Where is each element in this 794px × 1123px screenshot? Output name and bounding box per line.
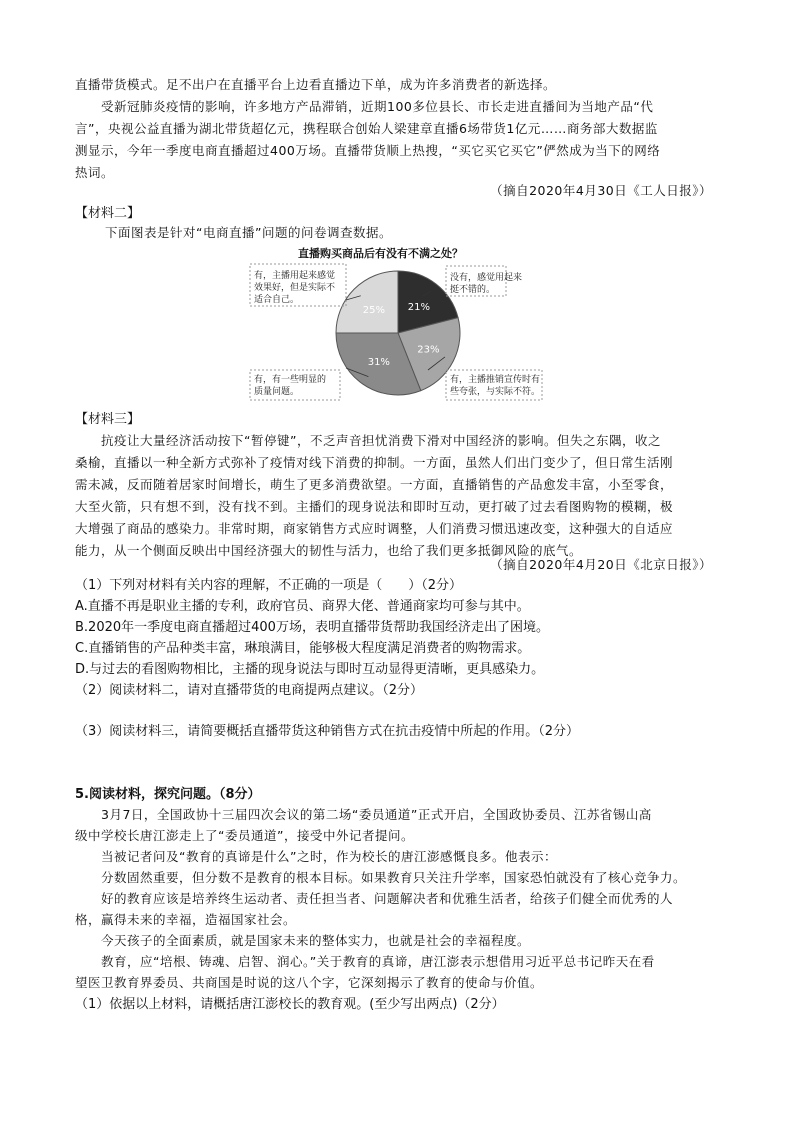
material1-para2-line1: 受新冠肺炎疫情的影响，许多地方产品滞销，近期100多位县长、市长走进直播间为当地产品“代 <box>101 99 654 114</box>
section5-question-1: （1）依据以上材料，请概括唐江澎校长的教育观。(至少写出两点)（2分） <box>75 997 505 1012</box>
material2-intro: 下面图表是针对“电商直播”问题的问卷调查数据。 <box>105 225 392 240</box>
section5-p1-line2: 级中学校长唐江澎走上了“委员通道”，接受中外记者提问。 <box>75 828 414 843</box>
option-c: C.直播销售的产品种类丰富，琳琅满目，能够极大程度满足消费者的购物需求。 <box>75 641 531 656</box>
pie-category-label: 有，主播推销宣传时有 <box>450 375 541 385</box>
chart-title: 直播购买商品后有没有不满之处？ <box>298 247 463 260</box>
material1-citation: （摘自2020年4月30日《工人日报》） <box>490 183 712 198</box>
pie-slice-value: 21% <box>407 302 431 314</box>
pie-category-label: 效果好，但是实际不 <box>254 283 336 293</box>
pie-slice-value: 23% <box>417 344 440 356</box>
material3-line6: 能力，从一个侧面反映出中国经济强大的韧性与活力，也给了我们更多抵御风险的底气。 <box>75 543 583 558</box>
section5-p6-line1: 教育，应“培根、铸魂、启智、润心。”关于教育的真谛，唐江澎表示想借用习近平总书记昨天在看 <box>101 954 655 969</box>
question-3: （3）阅读材料三，请简要概括直播带货这种销售方式在抗击疫情中所起的作用。（2分） <box>75 724 580 739</box>
section5-p3: 分数固然重要，但分数不是教育的根本目标。如果教育只关注升学率，国家恐怕就没有了核心竞争力。 <box>101 870 687 885</box>
material1-line1: 直播带货模式。足不出户在直播平台上边看直播边下单，成为许多消费者的新选择。 <box>75 77 557 92</box>
material3-citation: （摘自2020年4月20日《北京日报》） <box>490 557 712 572</box>
section5-p1-line1: 3月7日，全国政协十三届四次会议的第二场“委员通道”正式开启，全国政协委员、江苏省锡山高 <box>101 807 652 822</box>
option-d: D.与过去的看图购物相比，主播的现身说法与即时互动显得更清晰，更具感染力。 <box>75 662 545 677</box>
section5-p4-line1: 好的教育应该是培养终生运动者、责任担当者、问题解决者和优雅生活者，给孩子们健全而优秀的人 <box>101 891 674 906</box>
pie-slice-25pct <box>336 271 398 333</box>
pie-category-label: 适合自己。 <box>254 295 300 305</box>
pie-category-label: 挺不错的。 <box>450 285 496 295</box>
pie-chart <box>248 258 548 408</box>
material3-line4: 大至火箭，只有想不到，没有找不到。主播们的现身说法和即时互动，更打破了过去看图购物的模糊，极 <box>75 499 674 514</box>
section5-p4-line2: 格，赢得未来的幸福，造福国家社会。 <box>75 912 297 927</box>
material1-para2-line2: 言”，央视公益直播为湖北带货超亿元，携程联合创始人梁建章直播6场带货1亿元……商务部大数据监 <box>75 121 658 136</box>
material1-para2-line4: 热词。 <box>75 165 115 180</box>
pie-category-label: 些夸张，与实际不符。 <box>450 387 541 397</box>
material2-heading: 【材料二】 <box>75 206 141 221</box>
option-b: B.2020年一季度电商直播超过400万场，表明直播带货帮助我国经济走出了困境。 <box>75 620 549 635</box>
material3-heading: 【材料三】 <box>75 412 141 427</box>
pie-category-label: 有，有一些明显的 <box>254 375 327 385</box>
question-2: （2）阅读材料二，请对直播带货的电商提两点建议。（2分） <box>75 683 424 698</box>
material3-line1: 抗疫让大量经济活动按下“暂停键”，不乏声音担忧消费下滑对中国经济的影响。但失之东隅，收之 <box>101 433 661 448</box>
section5-p5: 今天孩子的全面素质，就是国家未来的整体实力，也就是社会的幸福程度。 <box>101 933 531 948</box>
pie-slices <box>336 271 460 395</box>
section5-title: 5.阅读材料，探究问题。（8分） <box>75 787 261 802</box>
pie-slice-value: 25% <box>362 304 386 316</box>
pie-category-label: 质量问题。 <box>254 387 300 397</box>
section5-p6-line2: 望医卫教育界委员、共商国是时说的这八个字，它深刻揭示了教育的使命与价值。 <box>75 975 544 990</box>
material1-para2-line3: 测显示，今年一季度电商直播超过400万场。直播带货顺上热搜，“买它买它买它”俨然成为当下的网络 <box>75 143 661 158</box>
question-1: （1）下列对材料有关内容的理解，不正确的一项是（ ）（2分） <box>75 578 463 593</box>
material3-line3: 需未减，反而随着居家时间增长，萌生了更多消费欲望。一方面，直播销售的产品愈发丰富，小至零食， <box>75 477 674 492</box>
section5-p2: 当被记者问及“教育的真谛是什么”之时，作为校长的唐江澎感慨良多。他表示： <box>101 849 557 864</box>
pie-category-label: 有，主播用起来感觉 <box>254 271 336 281</box>
material3-line5: 大增强了商品的感染力。非常时期，商家销售方式应时调整，人们消费习惯迅速改变，这种强大的自适应 <box>75 521 674 536</box>
pie-category-label: 没有，感觉用起来 <box>450 273 523 283</box>
material3-line2: 桑榆，直播以一种全新方式弥补了疫情对线下消费的抑制。一方面，虽然人们出门变少了，但日常生活刚 <box>75 455 674 470</box>
option-a: A.直播不再是职业主播的专利，政府官员、商界大佬、普通商家均可参与其中。 <box>75 599 530 614</box>
pie-slice-value: 31% <box>367 357 390 369</box>
